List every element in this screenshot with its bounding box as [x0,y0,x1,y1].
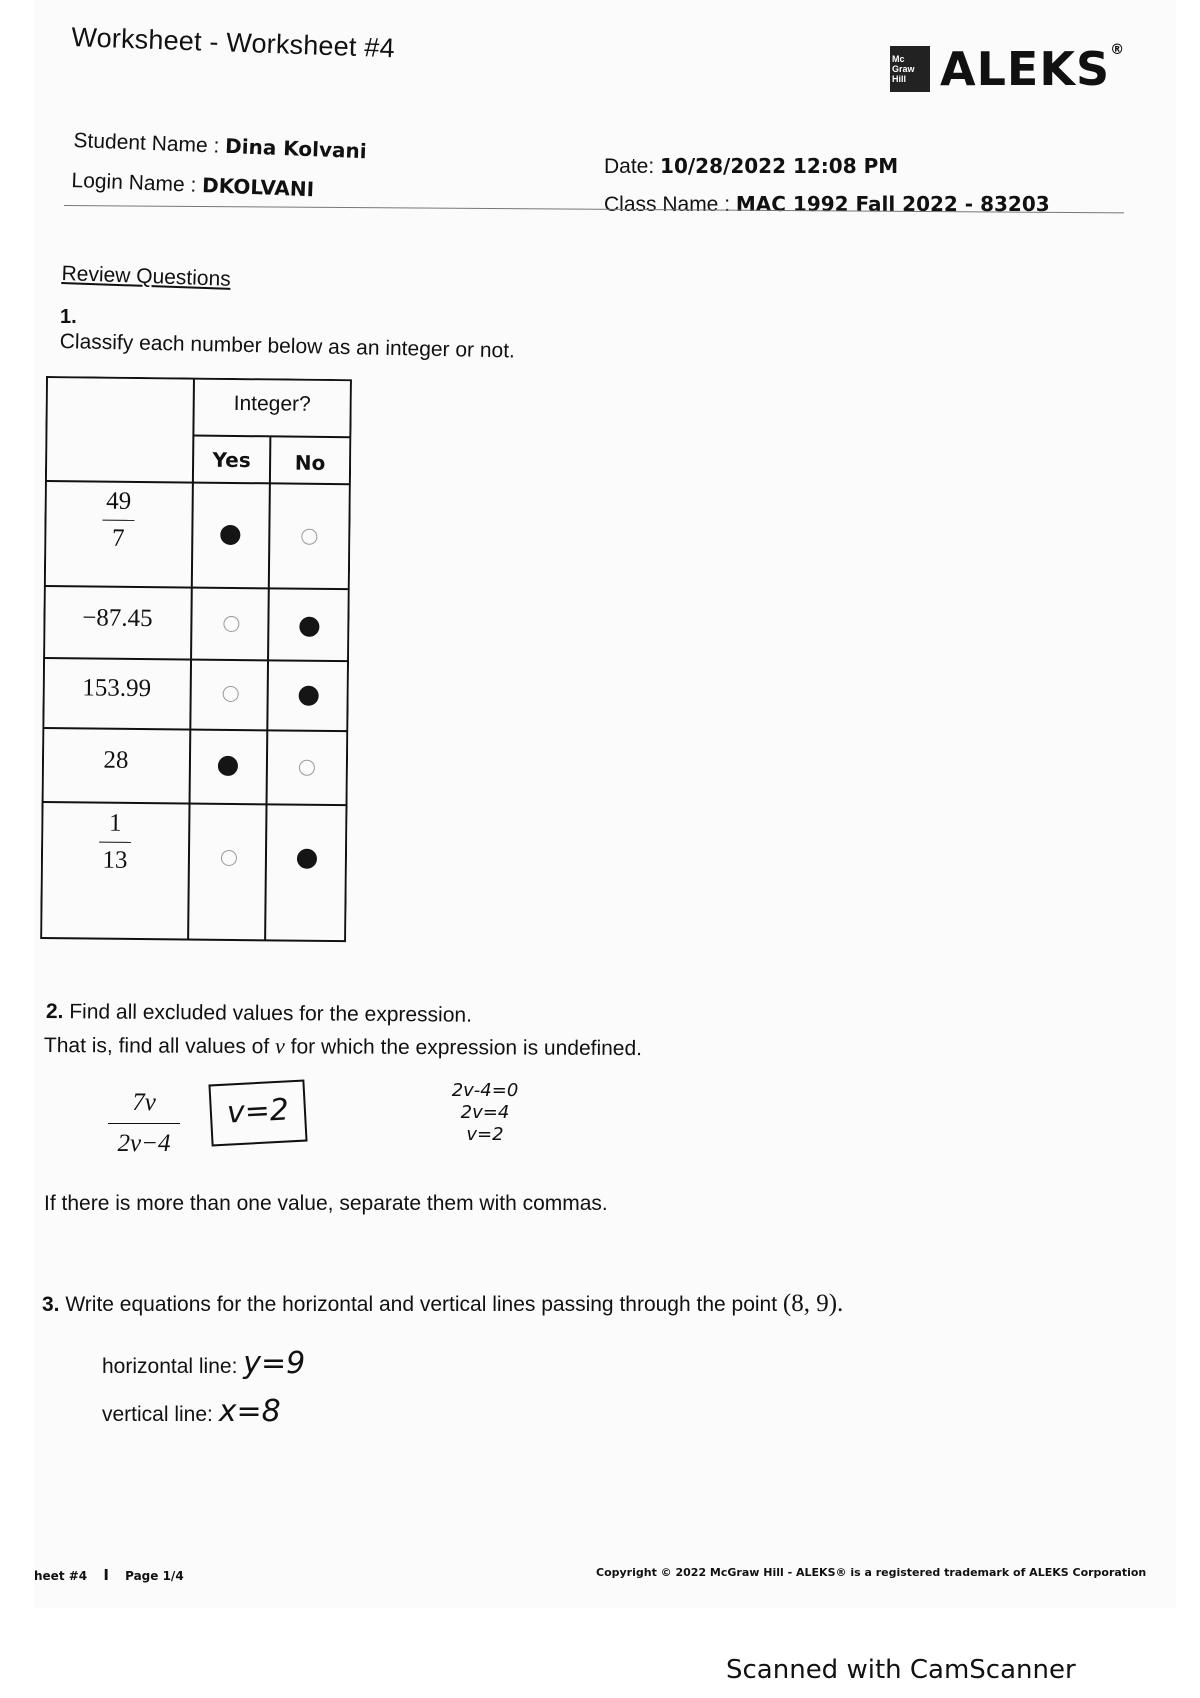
question-1-number: 1. [60,306,77,328]
table-row-label [41,808,190,877]
fraction-numerator: 1 [108,809,122,837]
question-2-line-1 [46,1000,472,1028]
footer-worksheet: heet #4 [34,1569,88,1583]
aleks-logo [890,42,1125,96]
radio-yes-selected[interactable] [218,756,238,776]
radio-yes[interactable] [223,616,239,632]
radio-no-selected[interactable] [299,686,319,706]
class-name-line [604,192,1050,217]
expression-numerator: 7v [132,1089,156,1116]
work-line: v=2 [466,1124,504,1145]
footer-copyright: Copyright © 2022 McGraw Hill - ALEKS® is a registered trademark of ALEKS Corporation [596,1566,1147,1579]
question-2-line-2 [44,1032,642,1061]
integer-classification-table [40,376,352,943]
date-label: Date: [604,155,655,178]
logo-text: ALEKS [940,42,1111,96]
fraction-denominator: 7 [111,524,125,552]
work-line: 2v-4=0 [451,1080,519,1101]
rational-expression [108,1086,180,1161]
radio-no[interactable] [301,529,317,545]
answer-box[interactable]: v=2 [208,1080,307,1147]
question-3-line [42,1290,843,1318]
table-row-label: 28 [103,746,129,774]
table-row-label: −87.45 [82,604,153,633]
date-line [604,154,898,179]
section-title: Review Questions [61,262,232,291]
question-3-number: 3. [42,1293,60,1316]
radio-yes[interactable] [221,850,237,866]
mcgraw-hill-logo-icon: Mc Graw Hill [890,46,930,92]
footer-page: Page 1/4 [125,1569,184,1583]
horizontal-line-row [102,1346,305,1381]
radio-no[interactable] [299,760,315,776]
class-name-label: Class Name : [604,193,731,216]
question-3-text: Write equations for the horizontal and vertical lines passing through the point [65,1293,778,1316]
question-3-point: (8, 9). [782,1290,844,1317]
question-1-text: Classify each number below as an integer or not. [59,330,516,363]
handwritten-work [430,1080,540,1146]
student-name-value: Dina Kolvani [224,133,368,164]
vertical-line-answer[interactable]: x=8 [218,1394,281,1429]
footer-separator: I [103,1566,109,1584]
login-name-label: Login Name : [71,168,197,197]
login-name-value: DKOLVANI [201,173,315,202]
question-2-text-pre: That is, find all values of [43,1034,270,1059]
question-2-text-post: for which the expression is undefined. [290,1035,643,1061]
horizontal-line-label: horizontal line: [102,1355,238,1378]
horizontal-line-answer[interactable]: y=9 [243,1346,306,1381]
radio-no-selected[interactable] [299,617,319,637]
radio-no-selected[interactable] [297,849,317,869]
question-2-text: Find all excluded values for the expression. [69,1000,473,1027]
yes-column-header: Yes [212,447,251,473]
class-name-value: MAC 1992 Fall 2022 - 83203 [735,192,1050,216]
integer-column-header: Integer? [233,391,311,416]
vertical-line-label: vertical line: [102,1403,213,1426]
fraction-denominator: 13 [102,846,128,874]
radio-yes-selected[interactable] [220,525,240,545]
vertical-line-row [102,1394,281,1429]
question-2-number: 2. [45,1000,64,1024]
variable-v: v [274,1033,285,1059]
date-value: 10/28/2022 12:08 PM [660,154,899,178]
fraction-numerator: 49 [106,487,132,515]
logo-registered: ® [1110,42,1126,58]
camscanner-watermark: Scanned with CamScanner [726,1655,1076,1685]
question-2-note: If there is more than one value, separate them with commas. [44,1192,608,1215]
radio-yes[interactable] [223,686,239,702]
footer-left [34,1566,184,1584]
expression-denominator: 2v−4 [117,1130,171,1157]
worksheet-title: Worksheet - Worksheet #4 [70,22,396,64]
work-line: 2v=4 [460,1102,510,1123]
table-row-label: 153.99 [82,674,152,703]
table-row-label [44,486,193,555]
no-column-header: No [294,450,326,475]
student-name-label: Student Name : [73,128,220,158]
